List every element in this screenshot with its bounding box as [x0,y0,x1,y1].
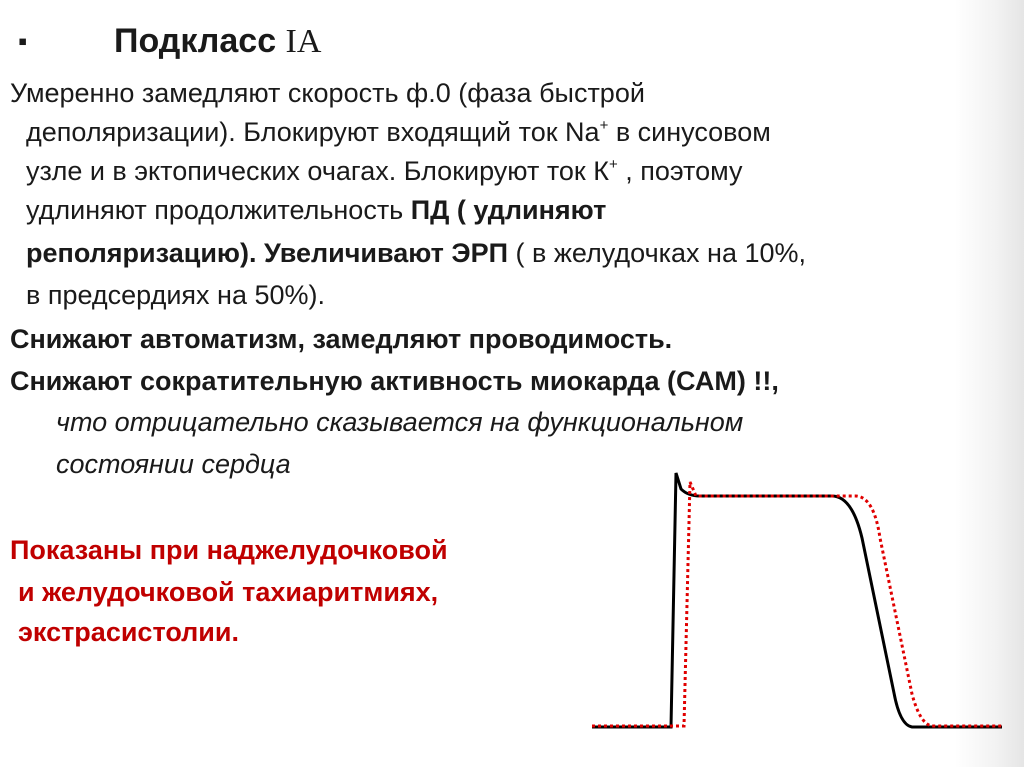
text: в синусовом [608,117,771,147]
text: деполяризации). Блокируют входящий ток Na [26,117,600,147]
indications-line2: и желудочковой тахиаритмиях, [18,577,439,607]
superscript-plus: + [608,156,618,173]
contractility-line: Снижают сократительную активность миокарда (САМ) !!, [10,366,779,396]
para1-line1: Умеренно замедляют скорость ф.0 (фаза быстрой [10,78,645,108]
automatism-line: Снижают автоматизм, замедляют проводимость. [10,324,673,354]
slide-title-text: Подкласс [114,22,286,60]
italic-line1: что отрицательно сказывается на функциональном [56,407,744,437]
text: , поэтому [617,156,743,186]
bullet-marker: ▪ [18,26,28,56]
indications-line1: Показаны при наджелудочковой [10,535,448,565]
text: удлиняют продолжительность [26,195,411,225]
text: узле и в эктопических очагах. Блокируют ток К [26,156,609,186]
indications-line3: экстрасистолии. [18,617,239,647]
italic-line2: состоянии сердца [56,449,291,479]
baseline-action-potential-curve [592,473,1002,727]
text-bold: реполяризацию). Увеличивают ЭРП [26,238,509,268]
text-bold: ПД ( удлиняют [410,195,607,225]
text: ( в желудочках на 10%, [508,238,807,268]
slide-title-class: IA [285,23,322,60]
para1-line6: в предсердиях на 50%). [26,280,325,310]
superscript-plus: + [599,117,609,134]
drug-action-potential-curve [592,482,1004,726]
